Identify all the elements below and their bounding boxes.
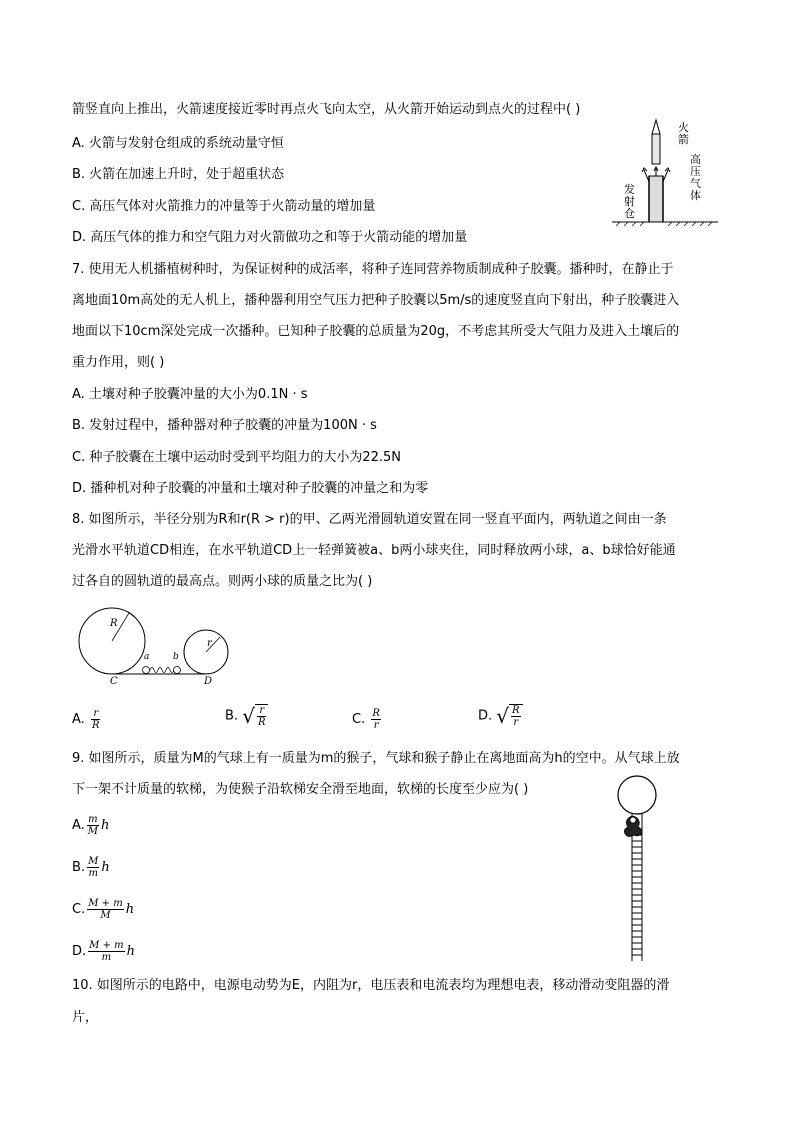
q10-line-1: 10. 如图所示的电路中，电源电动势为E，内阻为r，电压表和电流表均为理想电表，移动滑动变阻器的滑 — [72, 978, 670, 993]
q6-option-a: A. 火箭与发射仓组成的系统动量守恒 — [72, 136, 284, 151]
q8-line-3: 过各自的圆轨道的最高点。则两小球的质量之比为( ) — [72, 574, 373, 589]
q9-option-a: A. $\frac{m}{M}$ h — [72, 814, 110, 837]
balloon-monkey-figure — [612, 773, 662, 963]
q7-line-4: 重力作用，则( ) — [72, 355, 165, 370]
q8-option-b: B. √ $\frac{r}{R}$ — [225, 704, 268, 728]
q6-option-c: C. 高压气体对火箭推力的冲量等于火箭动量的增加量 — [72, 199, 376, 214]
q6-stem-tail: 箭竖直向上推出，火箭速度接近零时再点火飞向太空，从火箭开始运动到点火的过程中( ) — [72, 102, 581, 117]
label-C: C — [110, 676, 118, 687]
label-R: R — [110, 618, 118, 629]
q6-option-b: B. 火箭在加速上升时，处于超重状态 — [72, 167, 285, 182]
gas-label: 高压气体 — [690, 153, 701, 202]
q8-option-c: C. $\frac{R}{r}$ — [352, 708, 380, 731]
q7-line-2: 离地面10m高处的无人机上，播种器利用空气压力把种子胶囊以5m/s的速度竖直向下射出，种子胶囊进入 — [72, 293, 680, 308]
q8-option-a: A. $\frac{r}{R}$ — [72, 708, 100, 731]
label-D: D — [204, 676, 213, 687]
silo-label: 发射仓 — [624, 183, 635, 220]
q9-option-c: C. $\frac{M + m}{M}$ h — [72, 898, 135, 921]
q8-option-d: D. √ $\frac{R}{r}$ — [478, 704, 523, 728]
q8-line-2: 光滑水平轨道CD相连，在水平轨道CD上一轻弹簧被a、b两小球夹住，同时释放两小球，a、b球恰好能通 — [72, 543, 676, 558]
q7-option-c: C. 种子胶囊在土壤中运动时受到平均阻力的大小为22.5N — [72, 450, 402, 465]
q9-option-b: B. $\frac{M}{m}$ h — [72, 856, 110, 879]
q9-option-d: D. $\frac{M + m}{m}$ h — [72, 940, 135, 963]
q7-option-b: B. 发射过程中，播种器对种子胶囊的冲量为100N · s — [72, 418, 377, 433]
q7-line-1: 7. 使用无人机播植树种时，为保证树种的成活率，将种子连同营养物质制成种子胶囊。播种时，在静止于 — [72, 262, 674, 277]
q9-line-2: 下一架不计质量的软梯，为使猴子沿软梯安全滑至地面，软梯的长度至少应为( ) — [72, 782, 529, 797]
q8-line-1: 8. 如图所示，半径分别为R和r(R > r)的甲、乙两光滑圆轨道安置在同一竖直平面内，两轨道之间由一条 — [72, 512, 667, 527]
label-a: a — [144, 652, 150, 662]
q6-option-d: D. 高压气体的推力和空气阻力对火箭做功之和等于火箭动能的增加量 — [72, 230, 468, 245]
q7-line-3: 地面以下10cm深处完成一次播种。已知种子胶囊的总质量为20g，不考虑其所受大气阻力及进入土壤后的 — [72, 324, 680, 339]
label-b: b — [173, 652, 179, 662]
q10-line-2: 片， — [72, 1010, 99, 1025]
q9-line-1: 9. 如图所示，质量为M的气球上有一质量为m的猴子，气球和猴子静止在离地面高为h的空中。从气球上放 — [72, 751, 680, 766]
rocket-label: 火箭 — [678, 121, 689, 146]
q7-option-d: D. 播种机对种子胶囊的冲量和土壤对种子胶囊的冲量之和为零 — [72, 481, 429, 496]
q7-option-a: A. 土壤对种子胶囊冲量的大小为0.1N · s — [72, 387, 308, 402]
label-r: r — [207, 638, 212, 649]
